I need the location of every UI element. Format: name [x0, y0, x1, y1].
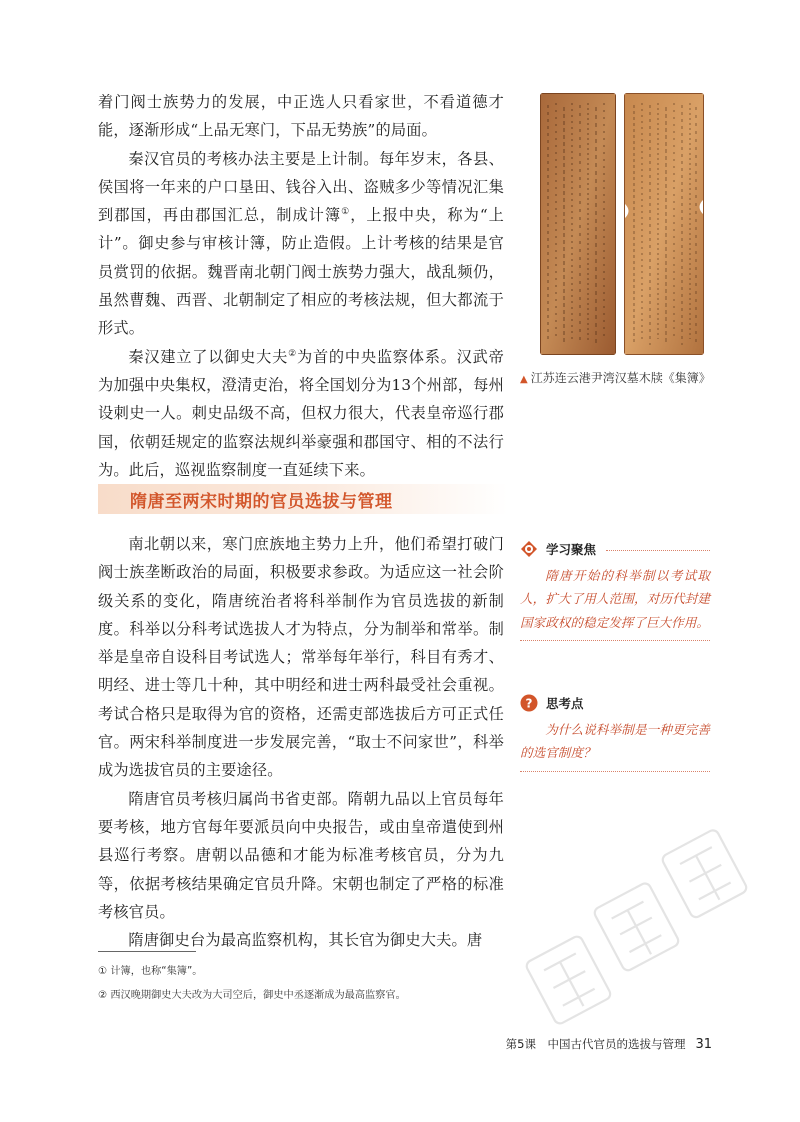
svg-text:?: ? — [525, 696, 533, 711]
figure-caption — [520, 369, 790, 386]
wooden-tablet-left-image — [540, 93, 616, 355]
thinking-point-title: 思考点 — [546, 696, 584, 711]
thinking-point-header — [520, 692, 710, 714]
thinking-point-box — [520, 692, 710, 772]
figure-caption-text: 江苏连云港尹湾汉墓木牍《集簿》 — [530, 371, 711, 385]
page-number: 31 — [695, 1037, 712, 1052]
learning-focus-text: 隋唐开始的科举制以考试取人，扩大了用人范围，对历代封建国家政权的稳定发挥了巨大作用。 — [520, 568, 710, 630]
learning-focus-header — [520, 538, 710, 560]
learning-focus-box — [520, 538, 710, 641]
main-text-upper — [98, 88, 504, 484]
lesson-title: 第5课 中国古代官员的选拔与管理 — [505, 1037, 686, 1051]
watermark-image — [500, 810, 780, 1040]
divider — [520, 771, 710, 772]
learning-focus-title: 学习聚焦 — [546, 542, 597, 557]
thinking-point-text: 为什么说科举制是一种更完善的选官制度？ — [520, 722, 710, 761]
footnote-1: ① 计簿，也称“集簿”。 — [98, 966, 203, 977]
section-heading — [98, 484, 508, 514]
paragraph-6: 隋唐御史台为最高监察机构，其长官为御史大夫。唐 — [128, 931, 483, 950]
paragraph-4: 南北朝以来，寒门庶族地主势力上升，他们希望打破门阀士族垄断政治的局面，积极要求参政。为适应这一社会阶级关系的变化，隋唐统治者将科举制作为官员选拔的新制度。科举以分科考试选拔人才为特点，分为制举和常举。制举是皇帝自设科目考试选人；常举每年举行，科目有秀才、明经、进士等几十种，其中明经和进士两科最受社会重视。考试合格只是取得为官的资格，还需吏部选拔后方可正式任官。两宋科举制度进一步发展完善，“取士不问家世”，科举成为选拔官员的主要途径。 — [98, 535, 504, 780]
paragraph-3 — [98, 343, 504, 484]
footnote-ref-1: ① — [341, 207, 351, 218]
main-text-lower — [98, 530, 504, 954]
paragraph-2-part-1: 秦汉官员的考核办法主要是上计制。每年岁末，各县、侯国将一年来的户口垦田、钱谷入出、盗贼多少等情况汇集到郡国，再由郡国汇总，制成计簿 — [98, 149, 504, 225]
divider — [606, 550, 710, 551]
divider — [520, 640, 710, 641]
wooden-tablet-right-image — [624, 93, 704, 355]
footnote-divider — [98, 951, 196, 952]
paragraph-2-part-2: ，上报中央，称为“上计”。御史参与审核计簿，防止造假。上计考核的结果是官员赏罚的依据。魏晋南北朝门阀士族势力强大，战乱频仍，虽然曹魏、西晋、北朝制定了相应的考核法规，但大都流于形式。 — [98, 206, 505, 338]
paragraph-5: 隋唐官员考核归属尚书省吏部。隋朝九品以上官员每年要考核，地方官每年要派员向中央报告，或由皇帝遣使到州县巡行考察。唐朝以品德和才能为标准考核官员，分为九等，依据考核结果确定官员升降。宋朝也制定了严格的标准考核官员。 — [98, 789, 504, 921]
paragraph-2 — [98, 145, 504, 343]
paragraph-1: 着门阀士族势力的发展，中正选人只看家世，不看道德才能，逐渐形成“上品无寒门，下品无势族”的局面。 — [98, 93, 504, 140]
caption-triangle-icon: ▲ — [520, 374, 528, 385]
footnote-ref-2: ② — [288, 348, 297, 359]
question-icon — [520, 694, 538, 712]
paragraph-3-part-1: 秦汉建立了以御史大夫 — [128, 347, 289, 366]
paragraph-3-part-2: 为首的中央监察体系。汉武帝为加强中央集权，澄清吏治，将全国划分为13个州部，每州设刺史一人。刺史品级不高，但权力很大，代表皇帝巡行郡国，依朝廷规定的监察法规纠举豪强和郡国守、相的不法行为。此后，巡视监察制度一直延续下来。 — [98, 347, 505, 479]
footnote-2: ② 西汉晚期御史大夫改为大司空后，御史中丞逐渐成为最高监察官。 — [98, 990, 406, 1001]
page-footer — [506, 1036, 712, 1052]
focus-target-icon — [520, 540, 538, 558]
section-title: 隋唐至两宋时期的官员选拔与管理 — [130, 492, 393, 512]
